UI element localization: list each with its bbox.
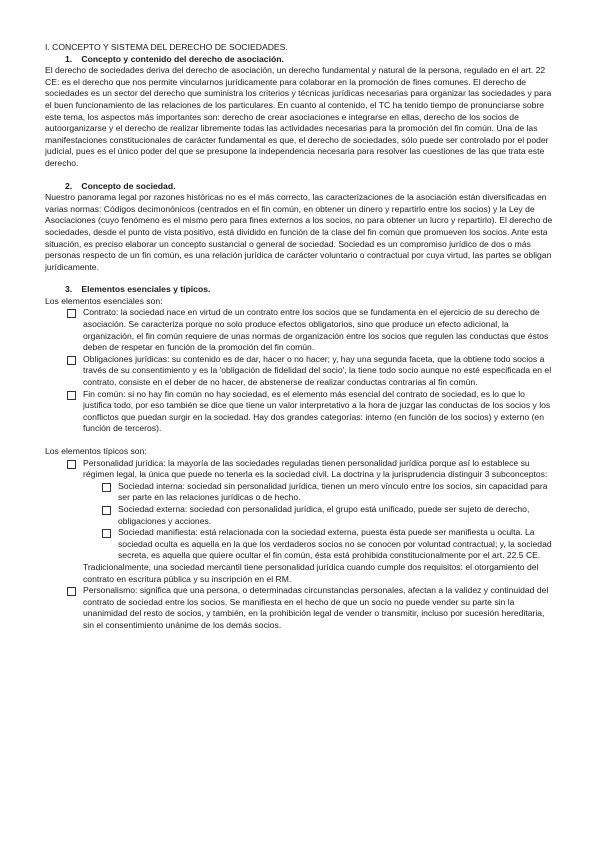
sub-list-item-text: Sociedad interna: sociedad sin personalidad jurídica, tienen un mero vínculo entre los socios, sin capacidad para ser parte en las relaciones jurídicas o de hecho. xyxy=(118,480,548,503)
list-item-text: Obligaciones jurídicas: su contenido es de dar, hacer o no hacer; y, hay una segunda faceta, que la obtiene todo socios a través de su consentimiento y es la 'obligación de fidelidad del socio', la tiene todo socio aunque no esté especificada en el contrato, consiste en el deber de no hacer, de abstenerse de realizar conductas contrarias al fin común. xyxy=(83,353,552,388)
checkbox-icon[interactable] xyxy=(67,391,76,400)
section-2-paragraph: Nuestro panorama legal por razones históricas no es el más correcto, las caracterizaciones de la asociación están diversificadas en varias normas: Códigos decimonónicos (centrados en el fin común, en obtener un dinero y repartirlo entre los socios) y la Ley de Asociaciones (cuyo fenómeno es el mismo pero para fines externos a los socios, no para obtener un lucro y repartirlo). El derecho de sociedades, desde el punto de vista positivo, está dividido en función de la clase del fin común que promueven los socios. Ante esta situación, es preciso elaborar un concepto sustancial o general de sociedad. Sociedad es un compromiso jurídico de dos o más personas respecto de un fin común, es una relación jurídica de carácter voluntario o contractual por cuya virtud, las partes se obligan jurídicamente. xyxy=(45,192,553,272)
section-1-heading xyxy=(45,54,555,66)
list-item-text: Fin común: si no hay fin común no hay sociedad, es el elemento más esencial del contrato de sociedad, es lo que lo justifica todo, por eso también se dice que tiene un valor interpretativo a la hora de juzgar las conductas de los socios y los conflictos que puedan surgir en la sociedad. Hay dos grandes categorías: interno (en función de los socios) y externo (en función de terceros). xyxy=(83,388,551,434)
checkbox-icon[interactable] xyxy=(67,460,76,469)
section-1-title: Concepto y contenido del derecho de asociación. xyxy=(81,53,284,64)
sub-list-item-text: Sociedad manifiesta: está relacionada con la sociedad externa, puesta ésta puede ser manifiesta u oculta. La sociedad oculta es aquella en la que los verdaderos socios no se conocen por voluntad contractual; y, la sociedad secreta, es aquella que quiere ocultar el fin común, ésta está prohibida constitucionalmente por el art. 22.5 CE. xyxy=(118,527,552,561)
list-item xyxy=(45,354,555,389)
checkbox-icon[interactable] xyxy=(102,483,111,492)
section-2-number: 2. xyxy=(65,180,73,191)
list-item-text: Personalismo: significa que una persona, o determinadas circunstancias personales, afectan a la validez y continuidad del contrato de sociedad entre los socios. Se manifiesta en el hecho de que un socio no puede vender su parte sin la unanimidad del resto de socios, y también, en la prohibición legal de vender o transmitir, incluso por sucesión hereditaria, sin el consentimiento unánime de los demás socios. xyxy=(83,585,549,630)
section-1-number: 1. xyxy=(65,53,73,64)
checkbox-icon[interactable] xyxy=(67,309,76,318)
section-2-title: Concepto de sociedad. xyxy=(81,180,176,191)
list-item-text: Contrato: la sociedad nace en virtud de un contrato entre los socios que se fundamenta en el ejercicio de su derecho de asociación. Se caracteriza porque no solo produce efectos obligatorios, sino que produce un efecto adicional, la organización, el fin común requiere de unas normas de organización entre los socios que regulen las conductas que éstos deben de respetar en función de la promoción del fin común. xyxy=(83,307,549,353)
tipicos-intro: Los elementos típicos son: xyxy=(45,446,147,456)
list-item xyxy=(45,389,555,435)
document-page xyxy=(45,42,555,632)
personalidad-note: Tradicionalmente, una sociedad mercantil tiene personalidad jurídica cuando cumple dos requisitos: el otorgamiento del contrato en escritura pública y su inscripción en el RM. xyxy=(83,561,539,584)
section-3-title: Elementos esenciales y típicos. xyxy=(81,284,211,295)
esenciales-list xyxy=(45,307,555,435)
section-2-heading xyxy=(45,181,555,193)
list-item xyxy=(45,307,555,353)
sub-list-item-text: Sociedad externa: sociedad con personalidad jurídica, el grupo está unificado, puede ser sujeto de derecho, obligaciones y acciones. xyxy=(118,503,530,526)
subconceptos-list xyxy=(83,481,555,562)
list-item-text: Personalidad jurídica: la mayoría de las sociedades reguladas tienen personalidad jurídica porque así lo establece su régimen legal, la única que puede no tenerla es la sociedad civil. La doctrina y la jurisprudencia distinguir 3 subconceptos: xyxy=(83,457,548,480)
esenciales-intro: Los elementos esenciales son: xyxy=(45,295,163,306)
list-item xyxy=(45,585,555,631)
section-3-number: 3. xyxy=(65,284,73,295)
sub-list-item xyxy=(83,527,555,562)
checkbox-icon[interactable] xyxy=(102,529,111,538)
section-1-paragraph: El derecho de sociedades deriva del derecho de asociación, un derecho fundamental y natural de la persona, regulado en el art. 22 CE: es el derecho que nos permite vincularnos jurídicamente para colaborar en la promoción de fines comunes. El derecho de sociedades es un sector del derecho que suministra los criterios y técnicas jurídicas necesarias para organizar las sociedades y para el buen funcionamiento de las relaciones de los particulares. En cuanto al contenido, el TC ha tenido tiempo de pronunciarse sobre este tema, los aspectos más importantes son: derecho de crear asociaciones e integrarse en ellas, derecho de los socios de autoorganizarse y el derecho de realizar libremente todas las actividades necesarias para la promoción del fin común. Una de las manifestaciones constitucionales de carácter fundamental es que, el derecho de sociedades, sólo puede ser controlado por el poder judicial, pues es el único poder del que se presupone la independencia necesaria para resolver las cuestiones de las que trata este derecho. xyxy=(45,65,552,168)
list-item xyxy=(45,458,555,586)
checkbox-icon[interactable] xyxy=(67,356,76,365)
checkbox-icon[interactable] xyxy=(67,587,76,596)
checkbox-icon[interactable] xyxy=(102,506,111,515)
section-3-heading xyxy=(45,284,555,296)
document-title: I. CONCEPTO Y SISTEMA DEL DERECHO DE SOCIEDADES. xyxy=(45,42,288,52)
sub-list-item xyxy=(83,504,555,527)
sub-list-item xyxy=(83,481,555,504)
tipicos-list xyxy=(45,458,555,632)
